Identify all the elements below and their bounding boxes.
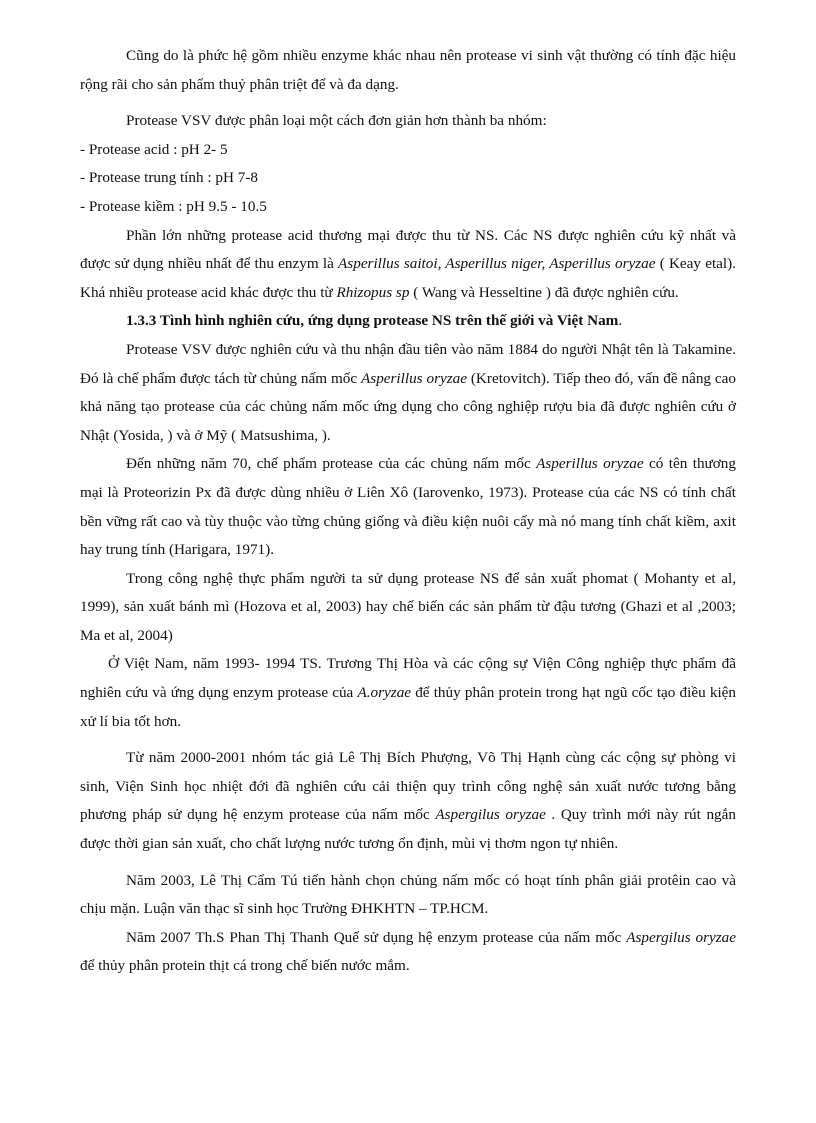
paragraph-classification-intro: Protease VSV được phân loại một cách đơn giản hơn thành ba nhóm: (126, 112, 547, 130)
paragraph-acid-protease-sources: Phần lớn những protease acid thương mại được thu từ NS. Các NS được nghiên cứu kỹ nhất và được sử dụng nhiều nhất để thu enzym là Asperillus saitoi, Asperillus niger, Asperillus oryzae ( Keay etal). Khá nhiều protease acid khác được thu từ Rhizopus sp ( Wang và Hesseltine ) đã được nghiên cứu. (80, 226, 736, 301)
paragraph-fish-sauce-2007: Năm 2007 Th.S Phan Thị Thanh Quế sử dụng hệ enzym protease của nấm mốc Aspergilus oryzae để thủy phân protein thịt cá trong chế biến nước mắm. (80, 928, 736, 975)
paragraph-protease-specificity: Cũng do là phức hệ gồm nhiều enzyme khác nhau nên protease vi sinh vật thường có tính đặc hiệu rộng rãi cho sản phẩm thuỷ phân triệt để và đa dạng. (80, 47, 736, 93)
list-item-neutral: - Protease trung tính : pH 7-8 (80, 169, 259, 187)
list-item-alkaline: - Protease kiềm : pH 9.5 - 10.5 (80, 197, 267, 215)
paragraph-soy-sauce-research: Từ năm 2000-2001 nhóm tác giả Lê Thị Bích Phượng, Võ Thị Hạnh cùng các cộng sự phòng vi sinh, Viện Sinh học nhiệt đới đã nghiên cứu cải thiện quy trình công nghệ sản xuất nước tương bằng phương pháp sử dụng hệ enzym protease của nấm mốc Aspergilus oryzae . Quy trình mới này rút ngắn được thời gian sản xuất, cho chất lượng nước tương ổn định, mùi vị thơm ngon tự nhiên. (80, 749, 736, 853)
paragraph-takamine-history: Protease VSV được nghiên cứu và thu nhận đầu tiên vào năm 1884 do người Nhật tên là Takamine. Đó là chế phẩm được tách từ chủng nấm mốc Asperillus oryzae (Kretovitch). Tiếp theo đó, vấn đề nâng cao khả năng tạo protease của các chủng nấm mốc ứng dụng cho công nghiệp rượu bia đã được nghiên cứu ở Nhật (Yosida, ) và ở Mỹ ( Matsushima, ). (80, 340, 736, 444)
protease-group-list (80, 136, 736, 222)
paragraph-food-technology: Trong công nghệ thực phẩm người ta sử dụng protease NS để sản xuất phomat ( Mohanty et al, 1999), sản xuất bánh mì (Hozova et al, 2003) hay chế biến các sản phẩm từ đậu tương (Ghazi et al ,2003; Ma et al, 2004) (80, 569, 736, 644)
paragraph-thesis-2003: Năm 2003, Lê Thị Cẩm Tú tiến hành chọn chủng nấm mốc có hoạt tính phân giải protêin cao và chịu mặn. Luận văn thạc sĩ sinh học Trường ĐHKHTN – TP.HCM. (80, 871, 736, 918)
paragraph-vietnam-1993: Ở Việt Nam, năm 1993- 1994 TS. Trương Thị Hòa và các cộng sự Viện Công nghiệp thực phẩm đã nghiên cứu và ứng dụng enzym protease của A.oryzae để thủy phân protein trong hạt ngũ cốc tạo điều kiện xử lí bia tốt hơn. (80, 655, 736, 730)
document-page (80, 42, 736, 981)
paragraph-proteorizin: Đến những năm 70, chế phẩm protease của các chủng nấm mốc Asperillus oryzae có tên thương mại là Proteorizin Px đã được dùng nhiều ở Liên Xô (Iarovenko, 1973). Protease của các NS có tính chất bền vững rất cao và tùy thuộc vào từng chủng giống và điều kiện nuôi cấy mà nó mang tính chất kiềm, axit hay trung tính (Harigara, 1971). (80, 455, 736, 559)
section-heading-1-3-3: 1.3.3 Tình hình nghiên cứu, ứng dụng protease NS trên thế giới và Việt Nam. (126, 312, 623, 330)
list-item-acid: - Protease acid : pH 2- 5 (80, 140, 228, 158)
